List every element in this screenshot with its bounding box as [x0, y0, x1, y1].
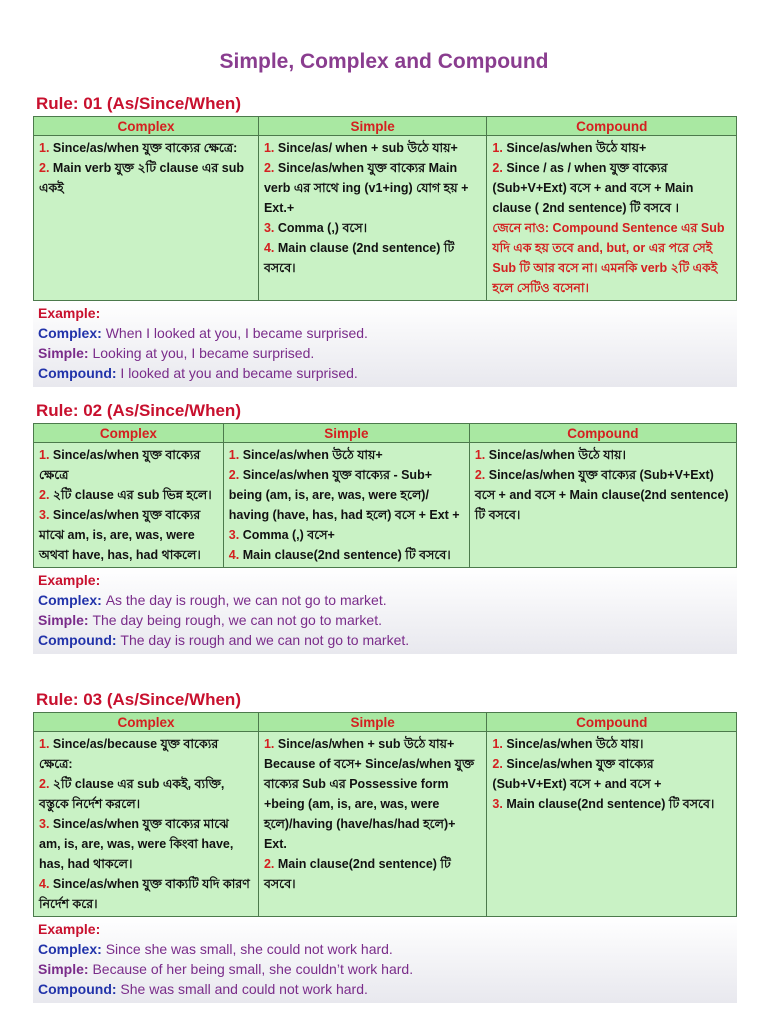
rule-title: Rule: 02 (As/Since/When): [36, 401, 241, 420]
point-text: Main verb যুক্ত ২টি clause এর sub একই: [39, 161, 245, 195]
rule-point: [492, 754, 731, 794]
rule-point: [264, 138, 481, 158]
cell-simple: [258, 732, 486, 917]
example-compound-sentence: The day is rough and we can not go to market.: [120, 632, 410, 648]
cell-compound: [487, 732, 737, 917]
example-box: [33, 568, 737, 654]
rule-block-1: [33, 92, 737, 387]
point-number: 2.: [263, 857, 278, 871]
example-label: Example:: [38, 305, 101, 321]
cell-complex: [34, 443, 224, 568]
point-number: 1.: [263, 737, 278, 751]
point-number: 4.: [228, 548, 243, 562]
point-text: Since/as/when উঠে যায়+: [242, 448, 383, 462]
point-text: Since/as/because যুক্ত বাক্যের ক্ষেত্রে:: [39, 737, 219, 771]
rule-block-2: [33, 399, 737, 654]
point-text: Since/as/when যুক্ত বাক্যটি যদি কারণ নির্দেশ করে।: [39, 877, 250, 911]
example-complex: [38, 590, 732, 610]
point-text: Since/as/when যুক্ত বাক্যের (Sub+V+Ext) বসে + and বসে + Main clause(2nd sentence) টি বসবে।: [474, 468, 729, 522]
example-simple: [38, 610, 732, 630]
point-number: 1.: [39, 737, 53, 751]
example-compound-label: Compound:: [38, 981, 121, 997]
rule-title: Rule: 03 (As/Since/When): [36, 690, 241, 709]
example-complex-label: Complex:: [38, 325, 106, 341]
rule-point: [39, 485, 218, 505]
rule-table: [33, 116, 737, 301]
rule-point: [229, 465, 464, 525]
point-text: Since/as/when যুক্ত বাক্যের মাঝে am, is, are, was, were কিংবা have, has, had থাকলে।: [39, 817, 234, 871]
point-text: Comma (,) বসে।: [277, 221, 368, 235]
point-number: 3.: [263, 221, 278, 235]
point-text: Main clause(2nd sentence) টি বসবে।: [242, 548, 451, 562]
point-number: 2.: [39, 488, 53, 502]
point-text: Since/as/ when + sub উঠে যায়+: [277, 141, 458, 155]
rule-point: [39, 158, 253, 198]
example-simple-sentence: Looking at you, I became surprised.: [92, 345, 315, 361]
point-text: জেনে নাও: Compound Sentence এর Sub যদি এক হয় তবে and, but, or এর পরে সেই Sub টি আর বসে না। এমনকি verb ২টি একই হলে সেটিও বসেনা।: [492, 221, 725, 295]
point-number: 3.: [492, 797, 507, 811]
point-text: Since/as/when + sub উঠে যায়+ Because of বসে+ Since/as/when যুক্ত বাক্যের Sub এর Possessive form +being (am, is, are, was, were হলে)/having (have/has/had হলে)+ Ext.: [263, 737, 475, 851]
point-text: Since/as/when যুক্ত বাক্যের Main verb এর সাথে ing (v1+ing) যোগ হয় + Ext.+: [263, 161, 469, 215]
rule-point: [264, 854, 481, 894]
cell-simple: [258, 136, 486, 301]
example-complex-label: Complex:: [38, 941, 106, 957]
column-header-compound: Compound: [487, 713, 737, 732]
rule-point: [475, 465, 731, 525]
example-compound-sentence: I looked at you and became surprised.: [120, 365, 358, 381]
rule-point: [475, 445, 731, 465]
cell-complex: [34, 136, 259, 301]
rule-point: [39, 734, 253, 774]
column-header-complex: Complex: [34, 424, 224, 443]
cell-complex: [34, 732, 259, 917]
example-simple-label: Simple:: [38, 345, 93, 361]
example-complex-sentence: Since she was small, she could not work hard.: [105, 941, 393, 957]
point-number: 1.: [474, 448, 489, 462]
example-simple: [38, 959, 732, 979]
rule-point: [39, 505, 218, 565]
point-number: 1.: [39, 448, 53, 462]
point-text: Main clause (2nd sentence) টি বসবে।: [263, 241, 455, 275]
point-number: 2.: [492, 757, 507, 771]
cell-compound: [487, 136, 737, 301]
example-simple-label: Simple:: [38, 961, 93, 977]
rule-point: [492, 218, 731, 298]
example-simple-label: Simple:: [38, 612, 93, 628]
rule-point: [492, 734, 731, 754]
example-complex-sentence: When I looked at you, I became surprised.: [105, 325, 368, 341]
point-text: Main clause(2nd sentence) টি বসবে।: [506, 797, 715, 811]
point-text: Since/as/when যুক্ত বাক্যের ক্ষেত্রে: [39, 448, 201, 482]
column-header-simple: Simple: [258, 117, 486, 136]
rule-point: [492, 158, 731, 218]
point-number: 2.: [263, 161, 278, 175]
rule-point: [39, 138, 253, 158]
point-text: ২টি clause এর sub ভিন্ন হলে।: [52, 488, 212, 502]
point-number: 3.: [39, 508, 53, 522]
example-simple-sentence: The day being rough, we can not go to market.: [92, 612, 382, 628]
point-text: ২টি clause এর sub একই, ব্যক্তি, বস্তুকে নির্দেশ করলে।: [39, 777, 225, 811]
point-text: Since/as/when যুক্ত বাক্যের (Sub+V+Ext) বসে + and বসে +: [492, 757, 662, 791]
rule-point: [39, 874, 253, 914]
point-number: 1.: [263, 141, 278, 155]
example-box: [33, 301, 737, 387]
point-number: 3.: [39, 817, 53, 831]
point-text: Comma (,) বসে+: [242, 528, 335, 542]
example-compound-sentence: She was small and could not work hard.: [120, 981, 368, 997]
example-box: [33, 917, 737, 1003]
rule-point: [264, 238, 481, 278]
rule-point: [39, 814, 253, 874]
rule-point: [229, 545, 464, 565]
point-text: Since/as/when যুক্ত বাক্যের ক্ষেত্রে:: [52, 141, 238, 155]
point-number: 2.: [474, 468, 489, 482]
cell-compound: [469, 443, 736, 568]
column-header-compound: Compound: [487, 117, 737, 136]
cell-simple: [223, 443, 469, 568]
rule-point: [264, 734, 481, 854]
rule-block-3: [33, 688, 737, 1003]
point-number: 3.: [228, 528, 243, 542]
point-number: 2.: [39, 777, 53, 791]
rule-point: [229, 525, 464, 545]
rule-point: [39, 445, 218, 485]
example-label: Example:: [38, 572, 101, 588]
column-header-complex: Complex: [34, 117, 259, 136]
point-text: Main clause(2nd sentence) টি বসবে।: [263, 857, 451, 891]
example-compound: [38, 630, 732, 650]
point-text: Since/as/when উঠে যায়।: [488, 448, 626, 462]
example-compound: [38, 979, 732, 999]
point-text: Since/as/when উঠে যায়+: [506, 141, 647, 155]
example-complex: [38, 939, 732, 959]
column-header-complex: Complex: [34, 713, 259, 732]
point-number: 2.: [228, 468, 243, 482]
rule-point: [264, 218, 481, 238]
page-title: Simple, Complex and Compound: [219, 50, 549, 73]
example-complex-label: Complex:: [38, 592, 106, 608]
point-number: 2.: [39, 161, 53, 175]
point-number: 2.: [492, 161, 507, 175]
example-compound: [38, 363, 732, 383]
point-text: Since / as / when যুক্ত বাক্যের (Sub+V+Ext) বসে + and বসে + Main clause ( 2nd sentence) টি বসবে ।: [492, 161, 694, 215]
point-number: 1.: [228, 448, 243, 462]
example-complex: [38, 323, 732, 343]
rule-point: [229, 445, 464, 465]
rule-table: [33, 423, 737, 568]
rule-table: [33, 712, 737, 917]
column-header-simple: Simple: [223, 424, 469, 443]
example-compound-label: Compound:: [38, 365, 121, 381]
rule-point: [39, 774, 253, 814]
example-simple: [38, 343, 732, 363]
point-number: 4.: [39, 877, 53, 891]
point-number: 1.: [492, 141, 507, 155]
point-number: 1.: [492, 737, 507, 751]
point-text: Since/as/when উঠে যায়।: [506, 737, 644, 751]
example-simple-sentence: Because of her being small, she couldn’t work hard.: [92, 961, 414, 977]
point-text: Since/as/when যুক্ত বাক্যের মাঝে am, is, are, was, were অথবা have, has, had থাকলে।: [39, 508, 201, 562]
column-header-simple: Simple: [258, 713, 486, 732]
point-number: 1.: [39, 141, 53, 155]
rule-point: [492, 794, 731, 814]
point-number: 4.: [263, 241, 278, 255]
column-header-compound: Compound: [469, 424, 736, 443]
rule-point: [264, 158, 481, 218]
rule-title: Rule: 01 (As/Since/When): [36, 94, 241, 113]
point-text: Since/as/when যুক্ত বাক্যের - Sub+ being (am, is, are, was, were হলে)/ having (have, has, had হলে) বসে + Ext +: [228, 468, 460, 522]
example-label: Example:: [38, 921, 101, 937]
example-compound-label: Compound:: [38, 632, 121, 648]
rule-point: [492, 138, 731, 158]
example-complex-sentence: As the day is rough, we can not go to market.: [105, 592, 387, 608]
